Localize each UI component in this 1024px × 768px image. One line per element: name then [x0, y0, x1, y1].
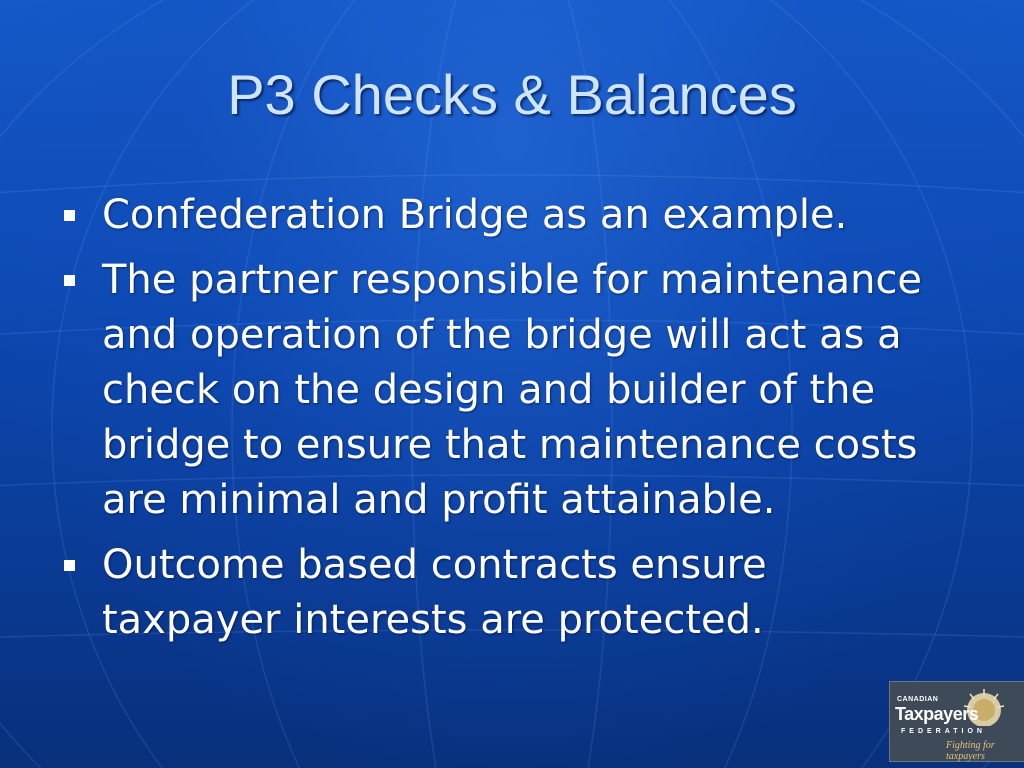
bullet-text: Outcome based contracts ensure taxpayer interests are protected.	[102, 542, 767, 643]
logo-tagline: Fighting for taxpayers	[946, 740, 995, 762]
bullet-text: The partner responsible for maintenance and operation of the bridge will act as a check on the design and builder of the bridge to ensure that maintenance costs are minimal and profit attainable.	[102, 257, 923, 523]
square-bullet-icon	[64, 275, 75, 286]
bullet-list	[58, 188, 938, 658]
bullet-item	[58, 253, 938, 528]
logo-federation-text: FEDERATION	[901, 728, 986, 735]
taxpayers-federation-logo	[889, 681, 1024, 762]
bullet-item	[58, 538, 938, 648]
bullet-item	[58, 188, 938, 243]
bullet-text: Confederation Bridge as an example.	[102, 192, 848, 238]
slide-title: P3 Checks & Balances	[227, 63, 797, 126]
logo-small-text: CANADIAN	[897, 696, 939, 703]
square-bullet-icon	[64, 560, 75, 571]
logo-main-text: Taxpayers	[895, 704, 979, 724]
square-bullet-icon	[64, 210, 75, 221]
